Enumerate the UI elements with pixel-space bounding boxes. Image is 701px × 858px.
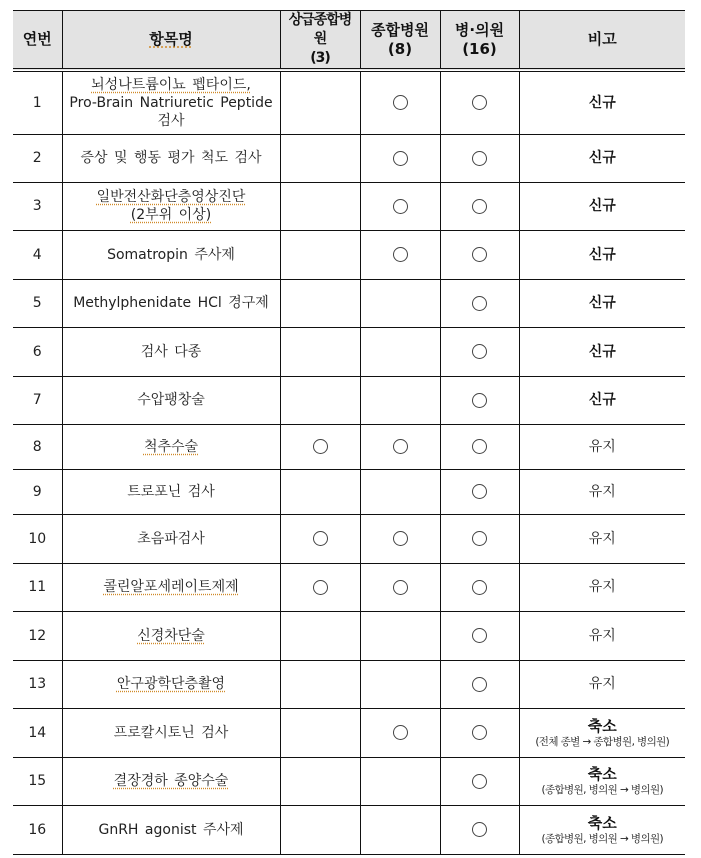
circle-mark-icon (472, 580, 487, 595)
row-number: 15 (13, 757, 62, 805)
clinic-mark (440, 563, 519, 611)
item-name: 일반전산화단층영상진단 (2부위 이상) (62, 182, 280, 230)
circle-mark-icon (313, 580, 328, 595)
general-mark (360, 182, 440, 230)
general-mark (360, 611, 440, 660)
table-row (13, 469, 685, 514)
circle-mark-icon (472, 628, 487, 643)
table-row (13, 182, 685, 230)
note-maintain: 유지 (519, 514, 685, 563)
circle-mark-icon (472, 484, 487, 499)
item-name: 척추수술 (62, 424, 280, 469)
table-row (13, 708, 685, 757)
circle-mark-icon (472, 247, 487, 262)
row-number: 13 (13, 660, 62, 708)
tertiary-mark (280, 134, 360, 182)
table-row (13, 279, 685, 327)
tertiary-mark (280, 279, 360, 327)
general-mark (360, 70, 440, 134)
circle-mark-icon (313, 439, 328, 454)
circle-mark-icon (472, 151, 487, 166)
item-name: 안구광학단층촬영 (62, 660, 280, 708)
tertiary-mark (280, 424, 360, 469)
note-new: 신규 (519, 376, 685, 424)
note-reduce: 축소 (종합병원, 병의원 → 병의원) (519, 757, 685, 805)
row-number: 3 (13, 182, 62, 230)
item-name: 초음파검사 (62, 514, 280, 563)
general-mark (360, 660, 440, 708)
note-new: 신규 (519, 182, 685, 230)
tertiary-mark (280, 70, 360, 134)
circle-mark-icon (472, 677, 487, 692)
clinic-mark (440, 134, 519, 182)
clinic-mark (440, 708, 519, 757)
tertiary-mark (280, 376, 360, 424)
note-maintain: 유지 (519, 424, 685, 469)
general-mark (360, 805, 440, 854)
circle-mark-icon (472, 774, 487, 789)
tertiary-mark (280, 611, 360, 660)
tertiary-mark (280, 563, 360, 611)
item-name: 증상 및 행동 평가 척도 검사 (62, 134, 280, 182)
general-mark (360, 327, 440, 376)
item-name: 콜린알포세레이트제제 (62, 563, 280, 611)
row-number: 6 (13, 327, 62, 376)
clinic-mark (440, 660, 519, 708)
table-row (13, 327, 685, 376)
clinic-mark (440, 376, 519, 424)
item-name: 뇌성나트륨이뇨 펩타이드, Pro-Brain Natriuretic Peptide 검사 (62, 70, 280, 134)
hospital-category-items-table (13, 10, 685, 855)
tertiary-mark (280, 708, 360, 757)
general-mark (360, 230, 440, 279)
general-mark (360, 708, 440, 757)
table-row (13, 424, 685, 469)
circle-mark-icon (472, 95, 487, 110)
tertiary-mark (280, 230, 360, 279)
circle-mark-icon (393, 439, 408, 454)
item-name: 프로칼시토닌 검사 (62, 708, 280, 757)
circle-mark-icon (472, 344, 487, 359)
tertiary-mark (280, 327, 360, 376)
header-tertiary-hospital: 상급종합병원 (3) (280, 11, 360, 71)
table-row (13, 611, 685, 660)
tertiary-mark (280, 469, 360, 514)
note-new: 신규 (519, 230, 685, 279)
general-mark (360, 757, 440, 805)
header-item: 항목명 (62, 11, 280, 71)
general-mark (360, 376, 440, 424)
table-row (13, 563, 685, 611)
general-mark (360, 563, 440, 611)
clinic-mark (440, 514, 519, 563)
circle-mark-icon (472, 822, 487, 837)
circle-mark-icon (472, 725, 487, 740)
row-number: 10 (13, 514, 62, 563)
item-name: GnRH agonist 주사제 (62, 805, 280, 854)
tertiary-mark (280, 182, 360, 230)
note-new: 신규 (519, 279, 685, 327)
general-mark (360, 424, 440, 469)
circle-mark-icon (472, 439, 487, 454)
clinic-mark (440, 757, 519, 805)
note-maintain: 유지 (519, 660, 685, 708)
table-row (13, 376, 685, 424)
table-row (13, 660, 685, 708)
header-clinic: 병·의원 (16) (440, 11, 519, 71)
tertiary-mark (280, 757, 360, 805)
table-row (13, 757, 685, 805)
tertiary-mark (280, 514, 360, 563)
item-name: 검사 다종 (62, 327, 280, 376)
row-number: 1 (13, 70, 62, 134)
table-row (13, 134, 685, 182)
clinic-mark (440, 279, 519, 327)
note-new: 신규 (519, 70, 685, 134)
table-row (13, 70, 685, 134)
row-number: 5 (13, 279, 62, 327)
row-number: 9 (13, 469, 62, 514)
header-no: 연번 (13, 11, 62, 71)
general-mark (360, 279, 440, 327)
table-row (13, 514, 685, 563)
item-name: Somatropin 주사제 (62, 230, 280, 279)
table-row (13, 230, 685, 279)
circle-mark-icon (393, 531, 408, 546)
row-number: 8 (13, 424, 62, 469)
item-name: 수압팽창술 (62, 376, 280, 424)
note-maintain: 유지 (519, 469, 685, 514)
circle-mark-icon (472, 393, 487, 408)
row-number: 11 (13, 563, 62, 611)
item-name: Methylphenidate HCl 경구제 (62, 279, 280, 327)
circle-mark-icon (472, 296, 487, 311)
note-new: 신규 (519, 327, 685, 376)
item-name: 신경차단술 (62, 611, 280, 660)
item-name: 결장경하 종양수술 (62, 757, 280, 805)
row-number: 14 (13, 708, 62, 757)
row-number: 7 (13, 376, 62, 424)
note-maintain: 유지 (519, 611, 685, 660)
general-mark (360, 469, 440, 514)
clinic-mark (440, 182, 519, 230)
table-row (13, 805, 685, 854)
clinic-mark (440, 424, 519, 469)
item-name: 트로포닌 검사 (62, 469, 280, 514)
clinic-mark (440, 469, 519, 514)
note-maintain: 유지 (519, 563, 685, 611)
tertiary-mark (280, 805, 360, 854)
note-reduce: 축소 (전체 종별 → 종합병원, 병의원) (519, 708, 685, 757)
circle-mark-icon (393, 95, 408, 110)
header-note: 비고 (519, 11, 685, 71)
clinic-mark (440, 327, 519, 376)
circle-mark-icon (472, 531, 487, 546)
tertiary-mark (280, 660, 360, 708)
row-number: 12 (13, 611, 62, 660)
note-reduce: 축소 (종합병원, 병의원 → 병의원) (519, 805, 685, 854)
circle-mark-icon (393, 580, 408, 595)
circle-mark-icon (393, 725, 408, 740)
header-general-hospital: 종합병원 (8) (360, 11, 440, 71)
circle-mark-icon (313, 531, 328, 546)
row-number: 4 (13, 230, 62, 279)
row-number: 2 (13, 134, 62, 182)
note-new: 신규 (519, 134, 685, 182)
clinic-mark (440, 70, 519, 134)
header-row (13, 11, 685, 71)
general-mark (360, 134, 440, 182)
clinic-mark (440, 805, 519, 854)
circle-mark-icon (393, 199, 408, 214)
row-number: 16 (13, 805, 62, 854)
circle-mark-icon (393, 247, 408, 262)
circle-mark-icon (472, 199, 487, 214)
clinic-mark (440, 230, 519, 279)
clinic-mark (440, 611, 519, 660)
circle-mark-icon (393, 151, 408, 166)
general-mark (360, 514, 440, 563)
